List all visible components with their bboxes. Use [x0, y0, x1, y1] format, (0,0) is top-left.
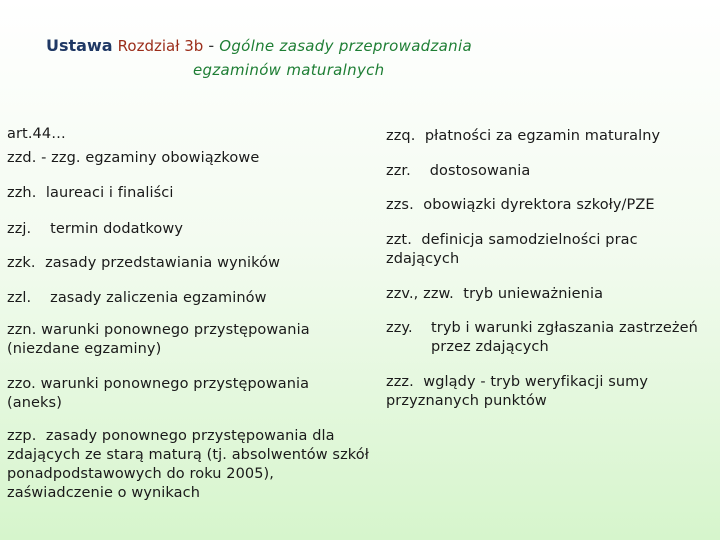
list-item-zzs — [386, 196, 716, 215]
item-code: zzy. — [386, 320, 413, 336]
list-item-zzp — [7, 427, 375, 503]
title-act: Ustawa — [46, 36, 113, 55]
list-item-zzv-zzw — [386, 285, 716, 304]
item-text: obowiązki dyrektora szkoły/PZE — [423, 197, 655, 213]
item-code: zzp. — [7, 428, 37, 444]
list-item-zzj — [7, 220, 377, 239]
list-item-zzo — [7, 375, 352, 413]
item-text: wglądy - tryb weryfikacji sumy przyznanych punktów — [386, 374, 649, 409]
item-code: zzr. — [386, 163, 411, 179]
item-code: zzv., zzw. — [386, 286, 454, 302]
item-code: zzs. — [386, 197, 414, 213]
list-item-zzz — [386, 373, 706, 411]
title-dash: - — [203, 36, 220, 55]
item-text: zasady przedstawiania wyników — [45, 255, 281, 271]
item-code: zzq. — [386, 128, 416, 144]
list-item-zzr — [386, 162, 716, 181]
list-item-zzq — [386, 127, 716, 146]
list-item-zzd-zzg — [7, 149, 377, 168]
item-code: zzk. — [7, 255, 36, 271]
item-text: zasady ponownego przystępowania dla zdających ze starą maturą (tj. absolwentów szkół ponadpodstawowych do roku 2005), zaświadczenie o wynikach — [7, 428, 369, 501]
list-item-zzk — [7, 254, 377, 273]
list-item-zzy — [386, 319, 716, 357]
item-text: warunki ponownego przystępowania (aneks) — [7, 376, 310, 411]
item-text: definicja samodzielności prac zdających — [386, 232, 638, 267]
item-text: zasady zaliczenia egzaminów — [50, 290, 267, 306]
item-code: zzj. — [7, 221, 32, 237]
item-code: art.44… — [7, 126, 66, 142]
item-text: dostosowania — [429, 163, 531, 179]
title-line-1 — [46, 36, 472, 55]
title-chapter: Rozdział 3b — [117, 37, 204, 55]
list-item-zzt — [386, 231, 686, 269]
item-code: zzo. — [7, 376, 36, 392]
item-text: warunki ponownego przystępowania (niezdane egzaminy) — [7, 322, 310, 357]
item-code: zzh. — [7, 185, 37, 201]
item-code: zzd. - zzg. — [7, 150, 81, 166]
item-code: zzz. — [386, 374, 414, 390]
title-line-2: egzaminów maturalnych — [193, 61, 385, 79]
list-item-zzl — [7, 289, 377, 308]
list-item-zzn — [7, 321, 352, 359]
item-text: tryb i warunki zgłaszania zastrzeżeń przez zdających — [431, 320, 698, 355]
list-item-zzh — [7, 184, 377, 203]
item-code: zzn. — [7, 322, 37, 338]
item-code: zzt. — [386, 232, 412, 248]
item-text: laureaci i finaliści — [45, 185, 174, 201]
item-text: termin dodatkowy — [50, 221, 184, 237]
title-subject: Ogólne zasady przeprowadzania — [219, 37, 472, 55]
list-item-art44 — [7, 125, 377, 144]
item-code: zzl. — [7, 290, 32, 306]
item-text: płatności za egzamin maturalny — [424, 128, 661, 144]
item-text: egzaminy obowiązkowe — [85, 150, 260, 166]
item-text: tryb unieważnienia — [463, 286, 604, 302]
